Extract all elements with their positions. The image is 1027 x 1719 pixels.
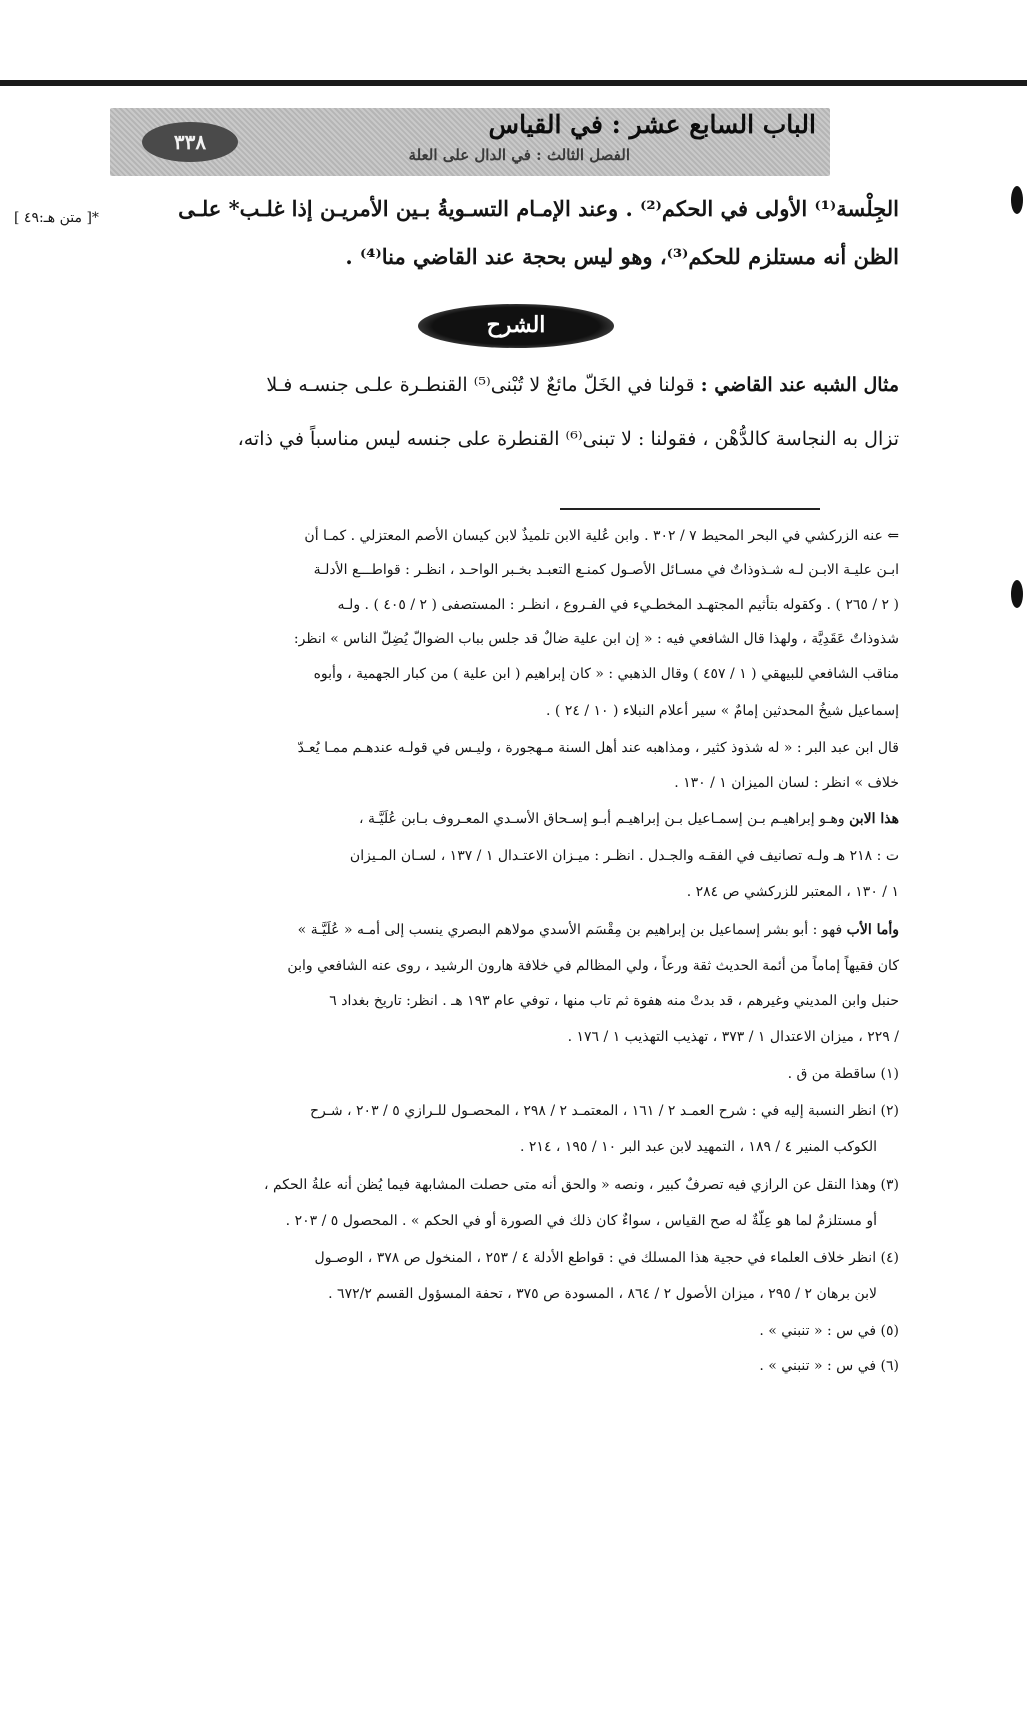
edge-mark — [1011, 580, 1023, 608]
page-number: ٣٣٨ — [142, 122, 238, 162]
footnote-text: وهـو إبراهيـم بـن إسمـاعيل بـن إبراهيـم أبـو إسـحاق الأسـدي المعـروف بـابن عُلَيَّـة ، — [359, 811, 845, 827]
footnote-line: حنبل وابن المديني وغيرهم ، قد بدتْ منه هفوة ثم تاب منها ، توفي عام ١٩٣ هـ . انظر: تاريخ بغداد ٦ — [329, 993, 899, 1009]
footnote-line: ( ٢ / ٢٦٥ ) . وكقوله بتأثيم المجتهـد المخطـيء في الفـروع ، انظـر : المستصفى ( ٢ / ٤٠٥ ) . ولـه — [337, 597, 899, 613]
footnote-2: (٢) انظر النسبة إليه في : شرح العمـد ٢ / ١٦١ ، المعتمـد ٢ / ٢٩٨ ، المحصـول للـرازي ٥ / ٢٠٣ ، شـرح — [310, 1103, 899, 1119]
footnote-3: (٣) وهذا النقل عن الرازي فيه تصرفٌ كبير ، ونصه « والحق أنه متى حصلت المشابهة فيما يُظن أنه علةُ الحكم ، — [264, 1177, 899, 1193]
footnote-line: إسماعيل شيخُ المحدثين إمامٌ » سير أعلام النبلاء ( ١٠ / ٢٤ ) . — [546, 703, 899, 719]
main-text-line: الظن أنه مستلزم للحكم⁽³⁾، وهو ليس بحجة عند القاضي منا⁽⁴⁾ . — [345, 244, 899, 269]
footnote-line: ⇐ عنه الزركشي في البحر المحيط ٧ / ٣٠٢ . وابن عُلية الابن تلميذٌ لابن كيسان الأصم المعتزلي . كمـا أن — [304, 528, 899, 544]
sharh-text: قولنا في الخَلّ مائعٌ لا تُبْنى⁽⁵⁾ القنطـرة علـى جنسـه فـلا — [266, 374, 695, 396]
footnote-4: (٤) انظر خلاف العلماء في حجية هذا المسلك في : قواطع الأدلة ٤ / ٢٥٣ ، المنخول ص ٣٧٨ ، الوصـول — [314, 1250, 899, 1266]
footnote-line: قال ابن عبد البر : « له شذوذ كثير ، ومذاهبه عند أهل السنة مـهجورة ، وليـس في قولـه عندهـم ممـا يُعـدّ — [297, 740, 899, 756]
footnote-line — [359, 811, 899, 827]
sharh-lead: مثال الشبه عند القاضي : — [700, 374, 899, 396]
footnote-line: شذوذاتٌ عَقَدِيَّة ، ولهذا قال الشافعي فيه : « إن ابن علية ضالٌ قد جلس بباب الضوالّ يُضِلّ الناس » انظر: — [293, 631, 899, 647]
section-title: الفصل الثالث : في الدال على العلة — [408, 146, 630, 164]
footnote-line: / ٢٢٩ ، ميزان الاعتدال ١ / ٣٧٣ ، تهذيب التهذيب ١ / ١٧٦ . — [567, 1029, 899, 1045]
footnote-lead: هذا الابن — [849, 811, 899, 827]
margin-note: *[ متن هـ:٤٩ ] — [14, 210, 99, 226]
footnote-2-cont: الكوكب المنير ٤ / ١٨٩ ، التمهيد لابن عبد البر ١٠ / ١٩٥ ، ٢١٤ . — [520, 1139, 877, 1155]
footnote-line: خلاف » انظر : لسان الميزان ١ / ١٣٠ . — [674, 775, 899, 791]
footnote-5: (٥) في س : « تنبني » . — [759, 1323, 899, 1339]
footnote-line: مناقب الشافعي للبيهقي ( ١ / ٤٥٧ ) وقال الذهبي : « كان إبراهيم ( ابن علية ) من كبار الجهمية ، وأبوه — [313, 666, 899, 682]
footnote-line: كان فقيهاً إماماً من أئمة الحديث ثقة ورعاً ، ولي المظالم في خلافة هارون الرشيد ، روى عنه الشافعي وابن — [287, 958, 899, 974]
footnote-line: ١ / ١٣٠ ، المعتبر للزركشي ص ٢٨٤ . — [686, 884, 899, 900]
footnote-line: ت : ٢١٨ هـ ولـه تصانيف في الفقـه والجـدل . انظـر : ميـزان الاعتـدال ١ / ١٣٧ ، لسـان المـيزان — [349, 848, 899, 864]
footnote-lead: وأما الأب — [846, 922, 899, 938]
footnote-1: (١) ساقطة من ق . — [787, 1066, 899, 1082]
footnote-line: ابـن عليـة الابـن لـه شـذوذاتٌ في مسـائل الأصـول كمنـع التعبـد بخـبر الواحـد ، انظـر : قواطـــع الأدلـة — [313, 562, 899, 578]
chapter-title: الباب السابع عشر : في القياس — [488, 110, 816, 139]
sharh-heading-badge: الشرح — [418, 304, 614, 348]
sharh-text-line: تزال به النجاسة كالدُّهْن ، فقولنا : لا تبنى⁽⁶⁾ القنطرة على جنسه ليس مناسباً في ذاته، — [237, 428, 899, 450]
footnote-3-cont: أو مستلزمٌ لما هو عِلّةٌ له صح القياس ، سواءٌ كان ذلك في الصورة أو في الحكم » . المحصول ٥ / ٢٠٣ . — [285, 1213, 877, 1229]
edge-mark — [1011, 186, 1023, 214]
main-text-line: الجِلْسة⁽¹⁾ الأولى في الحكم⁽²⁾ . وعند الإمـام التسـويةُ بـين الأمريـن إذا غلـب* علـى — [178, 196, 899, 221]
footnote-6: (٦) في س : « تنبني » . — [759, 1358, 899, 1374]
footnote-line — [298, 922, 899, 938]
footnote-text: فهو : أبو بشر إسماعيل بن إبراهيم بن مِقْسَم الأسدي مولاهم البصري ينسب إلى أمـه « عُلَيَّـة » — [297, 922, 843, 938]
footnote-4-cont: لابن برهان ٢ / ٢٩٥ ، ميزان الأصول ٢ / ٨٦٤ ، المسودة ص ٣٧٥ ، تحفة المسؤول القسم ٦٧٢/٢ . — [328, 1286, 877, 1302]
top-rule — [0, 80, 1027, 86]
running-header — [110, 108, 830, 176]
footnote-divider — [560, 508, 820, 510]
sharh-text-line — [266, 374, 899, 396]
